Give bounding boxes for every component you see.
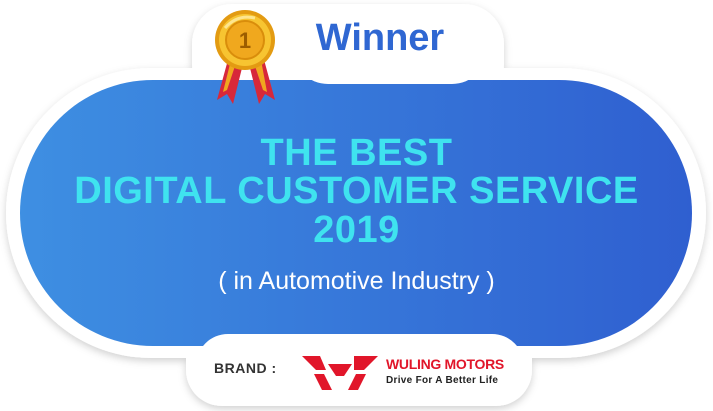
award-headline-line1: THE BEST (260, 132, 453, 174)
medal-number: 1 (238, 28, 252, 53)
winner-label: Winner (315, 17, 445, 59)
award-subtitle: ( in Automotive Industry ) (218, 267, 495, 295)
brand-tagline: Drive For A Better Life (386, 375, 499, 386)
brand-name: WULING MOTORS (386, 356, 504, 372)
wuling-logo-icon (300, 350, 380, 394)
gold-medal-icon (205, 4, 285, 108)
award-headline-line2: DIGITAL CUSTOMER SERVICE (74, 170, 639, 212)
brand-label: BRAND : (214, 360, 277, 376)
award-year: 2019 (313, 209, 400, 251)
